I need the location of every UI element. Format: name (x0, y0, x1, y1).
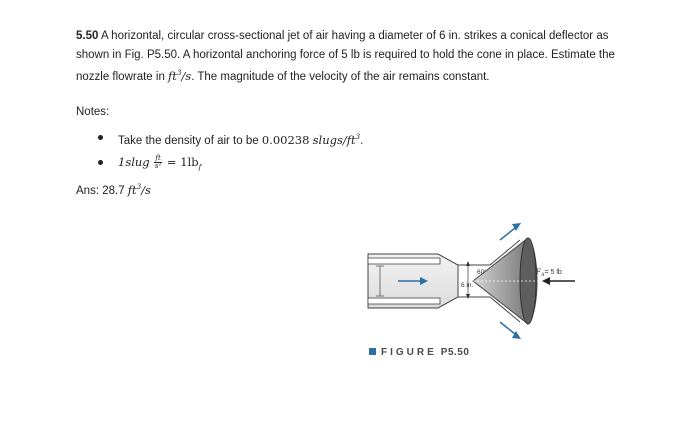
force-label (535, 268, 562, 278)
note2-lhs: 1slug (118, 155, 150, 169)
deflected-flow-arrow-down-icon (500, 322, 521, 339)
angle-label: 60° (477, 269, 487, 276)
notes-label: Notes: (76, 106, 110, 118)
note-item-density (98, 128, 363, 153)
diameter-label: 6 in. (461, 282, 474, 289)
force-symbol: F (536, 268, 541, 276)
answer (76, 183, 151, 197)
anchoring-force-arrow-icon (542, 277, 575, 285)
answer-unit-var: ft (127, 183, 137, 197)
answer-unit-tail: /s (141, 183, 151, 197)
note1-value: 0.00238 (261, 132, 310, 147)
caption-square-icon (369, 348, 376, 355)
note1-exp: 3 (355, 133, 361, 141)
note2-sub: f (198, 163, 202, 172)
notes-list (98, 128, 363, 178)
problem-unit-exp: 3 (176, 69, 182, 77)
answer-unit-exp: 3 (136, 183, 142, 192)
note1-text: Take the density of air to be (118, 134, 262, 147)
force-value: = 5 lb (544, 269, 562, 276)
caption-word: FIGURE (381, 347, 437, 358)
note1-end: . (360, 134, 364, 147)
force-subscript: A (540, 272, 545, 278)
problem-statement (76, 27, 636, 86)
bullet-icon (98, 135, 103, 140)
deflected-flow-arrow-up-icon (500, 223, 521, 240)
answer-label: Ans: 28.7 (76, 185, 128, 197)
caption-number: P5.50 (440, 347, 470, 358)
note2-eq: = 1lb (163, 155, 199, 169)
note-item-slug (98, 153, 363, 178)
figure-caption (369, 347, 469, 358)
bullet-icon (98, 160, 103, 165)
diameter-dimension (466, 261, 470, 299)
problem-text-1: A horizontal, circular cross-sectional jet of air having a diameter of 6 in. strikes a conical deflector as shown in Fig. P5.50. A horizontal anchoring force of 5 lb is required to hold the cone in place. Estimate the nozzle flowrate in (76, 30, 615, 83)
problem-text-2: . The magnitude of the velocity of the air remains constant. (191, 70, 490, 83)
note2-frac-den: s² (154, 162, 162, 171)
problem-unit-tail: /s (181, 68, 192, 83)
note1-unit: slugs/ft (312, 132, 356, 147)
problem-unit-var: ft (168, 68, 177, 83)
note2-frac-num: ft (155, 154, 161, 163)
note2-fraction (154, 155, 162, 170)
problem-number: 5.50 (76, 30, 99, 42)
